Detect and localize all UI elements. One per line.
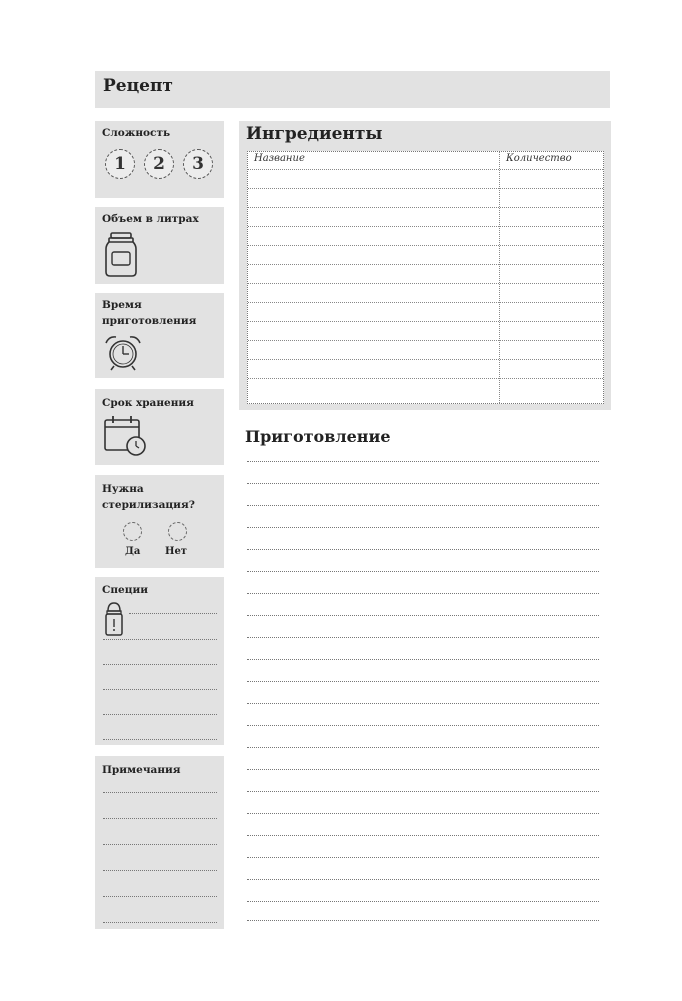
preparation-line[interactable] [247, 901, 599, 902]
preparation-line[interactable] [247, 571, 599, 572]
table-row[interactable] [248, 207, 603, 208]
preparation-line[interactable] [247, 920, 599, 921]
spice-line[interactable] [103, 714, 217, 715]
preparation-line[interactable] [247, 637, 599, 638]
shelf-life-label: Срок хранения [102, 397, 194, 409]
ingredients-panel [239, 121, 611, 410]
table-row[interactable] [248, 340, 603, 341]
spices-box [95, 577, 224, 745]
table-row[interactable] [248, 245, 603, 246]
spice-line[interactable] [129, 613, 217, 614]
jar-icon [105, 232, 137, 278]
sterilization-no-label: Нет [165, 546, 188, 557]
alarm-clock-icon [103, 333, 143, 371]
preparation-line[interactable] [247, 505, 599, 506]
preparation-line[interactable] [247, 461, 599, 462]
preparation-line[interactable] [247, 747, 599, 748]
difficulty-label: Сложность [102, 127, 171, 139]
preparation-line[interactable] [247, 813, 599, 814]
table-row[interactable] [248, 169, 603, 170]
recipe-header [95, 71, 610, 108]
spices-label: Специи [102, 584, 149, 596]
ingredients-table [247, 151, 604, 404]
note-line[interactable] [103, 870, 217, 871]
table-row[interactable] [248, 359, 603, 360]
note-line[interactable] [103, 844, 217, 845]
sterilization-yes-radio[interactable] [123, 522, 142, 541]
preparation-title: Приготовление [245, 427, 391, 446]
spice-shaker-icon [104, 602, 124, 636]
spice-line[interactable] [103, 639, 217, 640]
note-line[interactable] [103, 818, 217, 819]
table-row[interactable] [248, 283, 603, 284]
note-line[interactable] [103, 922, 217, 923]
difficulty-level-2[interactable]: 2 [144, 149, 174, 179]
preparation-line[interactable] [247, 549, 599, 550]
ingredients-title: Ингредиенты [246, 124, 383, 144]
table-row[interactable] [248, 188, 603, 189]
cook-time-label: Время приготовления [102, 299, 197, 327]
note-line[interactable] [103, 792, 217, 793]
preparation-line[interactable] [247, 725, 599, 726]
cook-time-box [95, 293, 224, 378]
preparation-line[interactable] [247, 703, 599, 704]
table-row[interactable] [248, 321, 603, 322]
recipe-title: Рецепт [103, 76, 173, 96]
spice-line[interactable] [103, 664, 217, 665]
note-line[interactable] [103, 896, 217, 897]
preparation-line[interactable] [247, 769, 599, 770]
preparation-line[interactable] [247, 879, 599, 880]
preparation-line[interactable] [247, 857, 599, 858]
ingredients-col-name: Название [254, 153, 305, 164]
preparation-line[interactable] [247, 791, 599, 792]
preparation-line[interactable] [247, 483, 599, 484]
sterilization-yes-label: Да [125, 546, 141, 557]
table-row[interactable] [248, 378, 603, 379]
sterilization-no-radio[interactable] [168, 522, 187, 541]
volume-label: Объем в литрах [102, 213, 199, 225]
ingredients-col-qty: Количество [506, 153, 572, 164]
notes-box [95, 756, 224, 929]
difficulty-box [95, 121, 224, 198]
shelf-life-box [95, 389, 224, 465]
sterilization-box [95, 475, 224, 568]
table-row[interactable] [248, 226, 603, 227]
difficulty-level-3[interactable]: 3 [183, 149, 213, 179]
preparation-line[interactable] [247, 835, 599, 836]
ingredients-column-divider [499, 152, 500, 403]
preparation-line[interactable] [247, 615, 599, 616]
spice-line[interactable] [103, 739, 217, 740]
preparation-line[interactable] [247, 527, 599, 528]
preparation-line[interactable] [247, 593, 599, 594]
volume-box [95, 207, 224, 284]
difficulty-level-1[interactable]: 1 [105, 149, 135, 179]
table-row[interactable] [248, 264, 603, 265]
preparation-line[interactable] [247, 659, 599, 660]
preparation-line[interactable] [247, 681, 599, 682]
calendar-clock-icon [104, 415, 148, 457]
sterilization-label: Нужна стерилизация? [102, 483, 195, 511]
table-row[interactable] [248, 302, 603, 303]
notes-label: Примечания [102, 764, 181, 776]
spice-line[interactable] [103, 689, 217, 690]
